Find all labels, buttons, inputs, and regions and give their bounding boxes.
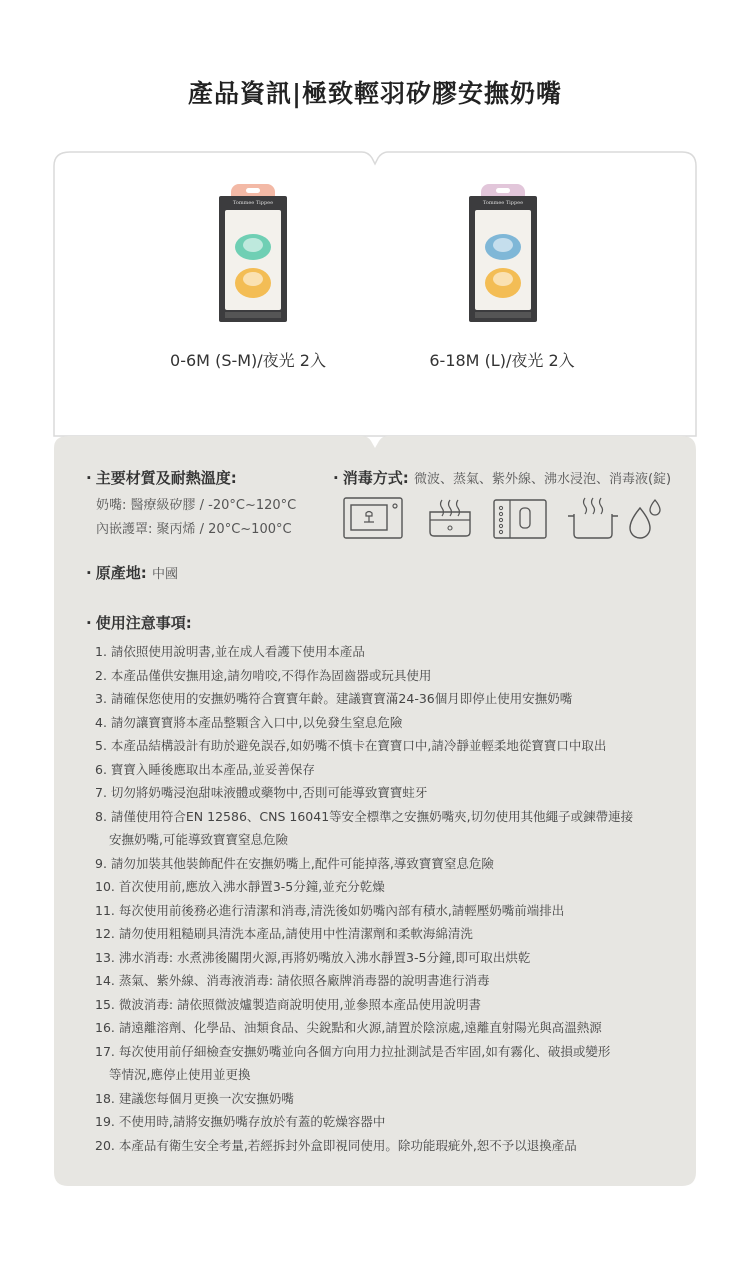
note-text: 每次使用前仔細檢查安撫奶嘴並向各個方向用力拉扯測試是否牢固,如有霧化、破損或變形 [118, 1043, 611, 1059]
material-section [86, 467, 296, 542]
note-number: 2. [95, 667, 111, 683]
disinfect-section [333, 467, 671, 488]
disinfect-icons [340, 496, 670, 542]
disinfect-heading: · 消毒方式: 微波、蒸氣、紫外線、沸水浸泡、消毒液(錠) [333, 469, 672, 487]
brand-text: Tommee Tippee [232, 200, 274, 206]
notes-heading-text: 使用注意事項: [95, 614, 192, 632]
disinfect-heading-text: 消毒方式: [342, 469, 409, 487]
note-text: 建議您每個月更換一次安撫奶嘴 [118, 1090, 294, 1106]
note-text: 沸水消毒: 水煮沸後關閉火源,再將奶嘴放入沸水靜置3-5分鐘,即可取出烘乾 [118, 949, 531, 965]
note-number: 8. [95, 808, 111, 824]
note-text: 本產品結構設計有助於避免誤吞,如奶嘴不慎卡在寶寶口中,請冷靜並輕柔地從寶寶口中取出 [110, 738, 607, 753]
note-item [95, 711, 680, 735]
note-text-continued: 等情況,應停止使用並更換 [109, 1067, 251, 1082]
note-item [95, 1134, 680, 1158]
note-number: 17. [95, 1043, 119, 1059]
note-item [95, 640, 680, 664]
notes-section [86, 612, 192, 633]
note-item [95, 1016, 680, 1040]
package-strip [225, 312, 281, 318]
note-number: 4. [95, 714, 111, 730]
note-number: 10. [95, 879, 119, 894]
package-box [219, 196, 287, 322]
note-number: 18. [95, 1090, 119, 1106]
note-item [95, 993, 680, 1017]
product-image-6-18m [467, 184, 539, 324]
note-item [95, 1040, 680, 1087]
microwave-icon [342, 496, 404, 540]
steam-icon [426, 496, 474, 540]
material-heading-text: 主要材質及耐熱溫度: [95, 469, 237, 487]
note-item [95, 899, 680, 923]
origin-heading-text: 原產地: [95, 564, 147, 582]
package-window [225, 210, 281, 310]
note-text: 請勿讓寶寶將本產品整顆含入口中,以免發生窒息危險 [110, 714, 403, 730]
note-text: 每次使用前後務必進行清潔和消毒,清洗後如奶嘴內部有積水,請輕壓奶嘴前端排出 [118, 902, 565, 918]
note-number: 15. [95, 996, 119, 1012]
note-item [95, 664, 680, 688]
origin-value: 中國 [151, 567, 178, 582]
material-line: 內嵌護罩: 聚丙烯 / 20°C~100°C [96, 522, 292, 537]
note-number: 1. [95, 644, 111, 659]
pacifier-yellow [235, 268, 271, 298]
note-text: 不使用時,請將安撫奶嘴存放於有蓋的乾燥容器中 [118, 1114, 386, 1129]
boiling-water-icon [566, 496, 620, 540]
disinfect-value: 微波、蒸氣、紫外線、沸水浸泡、消毒液(錠) [413, 472, 672, 487]
origin-section [86, 562, 178, 583]
brand-text: Tommee Tippee [482, 200, 524, 206]
disinfectant-drop-icon [624, 496, 664, 540]
product-label-6-18m: 6-18M (L)/夜光 2入 [429, 351, 575, 370]
notes-list [95, 640, 680, 1157]
note-text: 請僅使用符合EN 12586、CNS 16041等安全標準之安撫奶嘴夾,切勿使用其他繩子或鍊帶連接 [110, 808, 634, 824]
note-number: 13. [95, 949, 119, 965]
note-text: 本產品有衛生安全考量,若經拆封外盒即視同使用。除功能瑕疵外,恕不予以退換產品 [118, 1137, 577, 1153]
pacifier-green [235, 234, 271, 260]
note-text: 寶寶入睡後應取出本產品,並妥善保存 [110, 761, 315, 777]
note-text: 微波消毒: 請依照微波爐製造商說明使用,並參照本產品使用說明書 [118, 996, 482, 1012]
note-number: 11. [95, 902, 119, 918]
note-text: 首次使用前,應放入沸水靜置3-5分鐘,並充分乾燥 [118, 879, 385, 894]
notes-heading: · 使用注意事項: [86, 614, 192, 632]
note-text: 請遠離溶劑、化學品、油類食品、尖銳點和火源,請置於陰涼處,遠離直射陽光與高溫熱源 [118, 1020, 602, 1035]
uv-sterilizer-icon [492, 496, 548, 540]
note-number: 16. [95, 1020, 119, 1035]
note-item [95, 1110, 680, 1134]
note-number: 12. [95, 926, 119, 941]
note-item [95, 1087, 680, 1111]
pacifier-blue [485, 234, 521, 260]
card-top-border [54, 152, 696, 436]
note-number: 5. [95, 738, 111, 753]
note-number: 6. [95, 761, 111, 777]
note-text: 請勿使用粗糙刷具清洗本產品,請使用中性清潔劑和柔軟海綿清洗 [118, 926, 473, 941]
note-item [95, 946, 680, 970]
origin-heading: · 原產地: 中國 [86, 564, 178, 582]
note-number: 3. [95, 691, 111, 706]
note-number: 14. [95, 973, 119, 988]
material-line: 奶嘴: 醫療級矽膠 / -20°C~120°C [96, 498, 297, 513]
note-item [95, 734, 680, 758]
material-heading: · 主要材質及耐熱溫度: [86, 469, 237, 487]
note-text: 本產品僅供安撫用途,請勿啃咬,不得作為固齒器或玩具使用 [110, 667, 432, 683]
note-item [95, 875, 680, 899]
note-text: 切勿將奶嘴浸泡甜味液體或藥物中,否則可能導致寶寶蛀牙 [110, 785, 428, 800]
note-item [95, 781, 680, 805]
note-number: 9. [95, 855, 111, 871]
note-item [95, 969, 680, 993]
note-text: 請勿加裝其他裝飾配件在安撫奶嘴上,配件可能掉落,導致寶寶窒息危險 [110, 855, 494, 871]
pacifier-yellow [485, 268, 521, 298]
note-text: 請確保您使用的安撫奶嘴符合寶寶年齡。建議寶寶滿24-36個月即停止使用安撫奶嘴 [110, 691, 573, 706]
package-window [475, 210, 531, 310]
note-item [95, 852, 680, 876]
note-number: 20. [95, 1137, 119, 1153]
note-item [95, 758, 680, 782]
page-title: 產品資訊|極致輕羽矽膠安撫奶嘴 [187, 79, 563, 108]
product-label-0-6m: 0-6M (S-M)/夜光 2入 [170, 351, 326, 370]
package-strip [475, 312, 531, 318]
package-box [469, 196, 537, 322]
note-item [95, 922, 680, 946]
note-text-continued: 安撫奶嘴,可能導致寶寶窒息危險 [109, 832, 288, 847]
note-text: 蒸氣、紫外線、消毒液消毒: 請依照各廠牌消毒器的說明書進行消毒 [118, 973, 490, 988]
product-image-0-6m [217, 184, 289, 324]
note-item [95, 805, 680, 852]
note-text: 請依照使用說明書,並在成人看護下使用本產品 [110, 644, 365, 659]
note-number: 7. [95, 785, 111, 800]
note-number: 19. [95, 1114, 119, 1129]
note-item [95, 687, 680, 711]
